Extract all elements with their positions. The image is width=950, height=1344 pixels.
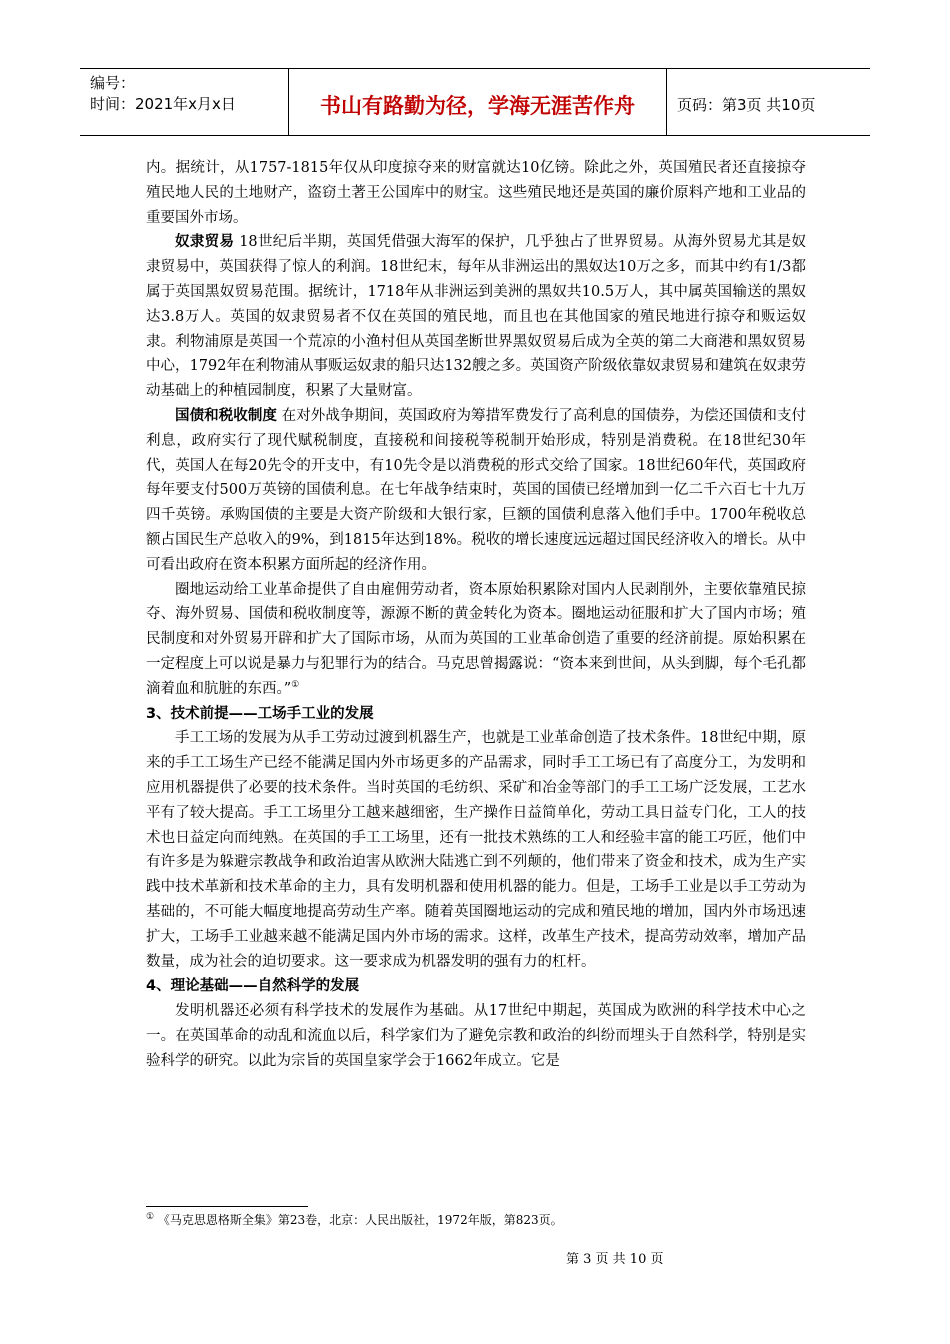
paragraph-slave-trade [146,230,806,404]
document-body [146,156,806,1073]
paragraph-slave-trade-text: 18世纪后半期，英国凭借强大海军的保护，几乎独占了世界贸易。从海外贸易尤其是奴隶贸易中，英国获得了惊人的利润。18世纪末，每年从非洲运出的黑奴达10万之多，而其中约有1/3都属于英国黑奴贸易范围。据统计，1718年从非洲运到美洲的黑奴共10.5万人，其中属英国输送的黑奴达3.8万人。英国的奴隶贸易者不仅在英国的殖民地，而且也在其他国家的殖民地进行掠夺和贩运奴隶。利物浦原是英国一个荒凉的小渔村但从英国垄断世界黑奴贸易后成为全英的第二大商港和黑奴贸易中心，1792年在利物浦从事贩运奴隶的船只达132艘之多。英国资产阶级依靠奴隶贸易和建筑在奴隶劳动基础上的种植园制度，积累了大量财富。 [146,234,806,400]
paragraph-enclosure-text: 圈地运动给工业革命提供了自由雇佣劳动者，资本原始积累除对国内人民剥削外，主要依靠殖民掠夺、海外贸易、国债和税收制度等，源源不断的黄金转化为资本。圈地运动征服和扩大了国内市场；殖民制度和对外贸易开辟和扩大了国际市场，从而为英国的工业革命创造了重要的经济前提。原始积累在一定程度上可以说是暴力与犯罪行为的结合。马克思曾揭露说：“资本来到世间，从头到脚，每个毛孔都滴着血和肮脏的东西。” [146,581,806,697]
document-time: 时间：2021年x月x日 [90,95,236,113]
footnote-mark: ① [146,1212,155,1222]
footnote-text: 《马克思恩格斯全集》第23卷，北京：人民出版社，1972年版，第823页。 [154,1213,563,1227]
section-heading-4: 4、理论基础——自然科学的发展 [146,978,360,995]
paragraph-national-debt [146,404,806,578]
keyword-national-debt: 国债和税收制度 [175,407,277,424]
page-number-footer: 第 3 页 共 10 页 [566,1252,664,1267]
page-header [80,68,870,136]
footnote [146,1211,806,1229]
header-page-code: 页码：第3页 共10页 [677,95,816,114]
document-number-label: 编号： [90,74,136,92]
paragraph-colonial-wealth: 内。据统计，从1757-1815年仅从印度掠夺来的财富就达10亿镑。除此之外，英国殖民者还直接掠夺殖民地人民的土地财产，盗窃土著王公国库中的财宝。这些殖民地还是英国的廉价原料产地和工业品的重要国外市场。 [146,160,806,226]
paragraph-manufactory: 手工工场的发展为从手工劳动过渡到机器生产，也就是工业革命创造了技术条件。18世纪中期，原来的手工工场生产已经不能满足国内外市场更多的产品需求，同时手工工场已有了高度分工，为发明和应用机器提供了必要的技术条件。当时英国的毛纺织、采矿和冶金等部门的手工工场广泛发展，工艺水平有了较大提高。手工工场里分工越来越细密，生产操作日益简单化，劳动工具日益专门化，工人的技术也日益定向而纯熟。在英国的手工工场里，还有一批技术熟练的工人和经验丰富的能工巧匠，他们中有许多是为躲避宗教战争和政治迫害从欧洲大陆逃亡到不列颠的，他们带来了资金和技术，成为生产实践中技术革新和技术革命的主力，具有发明机器和使用机器的能力。但是，工场手工业是以手工劳动为基础的，不可能大幅度地提高劳动生产率。随着英国圈地运动的完成和殖民地的增加，国内外市场迅速扩大，工场手工业越来越不能满足国内外市场的需求。这样，改革生产技术，提高劳动效率，增加产品数量，成为社会的迫切要求。这一要求成为机器发明的强有力的杠杆。 [146,730,806,970]
paragraph-natural-science: 发明机器还必须有科学技术的发展作为基础。从17世纪中期起，英国成为欧洲的科学技术中心之一。在英国革命的动乱和流血以后，科学家们为了避免宗教和政治的纠纷而埋头于自然科学，特别是实验科学的研究。以此为宗旨的英国皇家学会于1662年成立。它是 [146,1003,806,1069]
footnote-reference[interactable]: ① [291,679,300,690]
section-heading-3: 3、技术前提——工场手工业的发展 [146,705,374,722]
paragraph-national-debt-text: 在对外战争期间，英国政府为筹措军费发行了高利息的国债券，为偿还国债和支付利息，政府实行了现代赋税制度，直接税和间接税等税制开始形成，特别是消费税。在18世纪30年代，英国人在每20先令的开支中，有10先令是以消费税的形式交给了国家。18世纪60年代，英国政府每年要支付500万英镑的国债利息。在七年战争结束时，英国的国债已经增加到一亿二千六百七十九万四千英镑。承购国债的主要是大资产阶级和大银行家，巨额的国债利息落入他们手中。1700年税收总额占国民生产总收入的9%，到1815年达到18%。税收的增长速度远远超过国民经济收入的增长。从中可看出政府在资本积累方面所起的经济作用。 [146,407,807,573]
header-motto: 书山有路勤为径，学海无涯苦作舟 [289,69,667,135]
paragraph-enclosure [146,578,806,702]
footnote-divider [146,1206,308,1207]
keyword-slave-trade: 奴隶贸易 [175,234,235,251]
header-meta [80,69,289,135]
